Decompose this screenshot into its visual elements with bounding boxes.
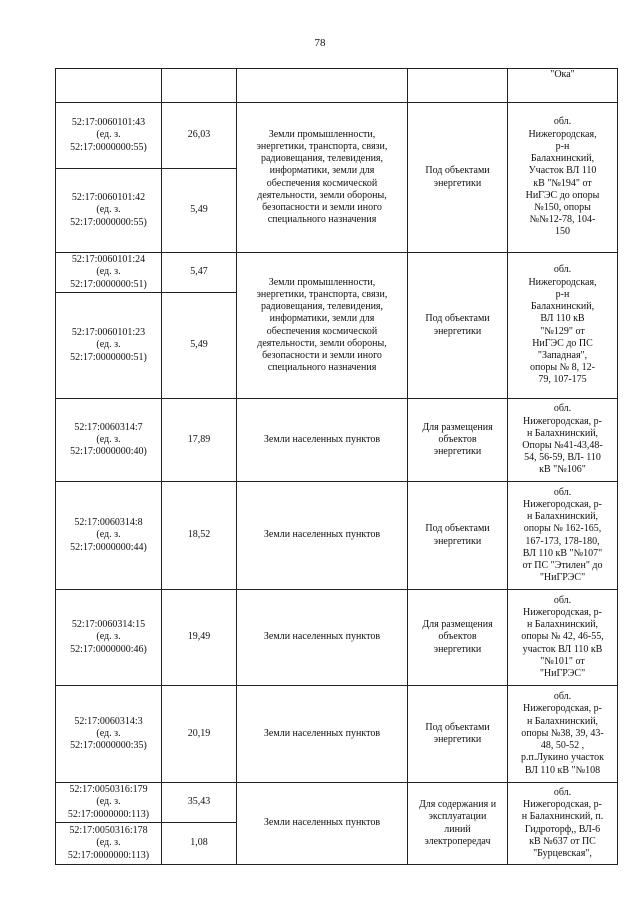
location-cell: обл. Нижегородская, р- н Балахнинский, опоры №38, 39, 43- 48, 50-52 , р.п.Лукино участок ВЛ 110 кВ "№108 <box>508 686 618 783</box>
cadastral-number-cell: 52:17:0060314:7 (ед. з. 52:17:0000000:40) <box>56 399 162 482</box>
area-cell: 20,19 <box>162 686 237 783</box>
location-cell: обл. Нижегородская, р- н Балахнинский, опоры № 162-165, 167-173, 178-180, ВЛ 110 кВ "№107" от ПС "Этилен" до "НиГРЭС" <box>508 482 618 590</box>
table-row <box>56 69 618 103</box>
area-cell: 26,03 <box>162 103 237 169</box>
permitted-use-cell: Под объектами энергетики <box>408 253 508 399</box>
land-category-cell: Земли промышленности, энергетики, транспорта, связи, радиовещания, телевидения, информатики, земли для обеспечения космической деятельности, земли обороны, безопасности и земли иного специального назначения <box>237 253 408 399</box>
location-cell: обл. Нижегородская, р-н Балахнинский, ВЛ 110 кВ "№129" от НиГЭС до ПС "Западная", опоры № 8, 12- 79, 107-175 <box>508 253 618 399</box>
land-category-cell: Земли населенных пунктов <box>237 783 408 865</box>
land-category-cell: Земли населенных пунктов <box>237 686 408 783</box>
cadastral-number-cell: 52:17:0060101:43 (ед. з. 52:17:0000000:55) <box>56 103 162 169</box>
table-row <box>56 590 618 686</box>
page-number: 78 <box>314 37 326 49</box>
permitted-use-cell: Для размещения объектов энергетики <box>408 590 508 686</box>
permitted-use-cell <box>408 69 508 103</box>
land-category-cell: Земли промышленности, энергетики, транспорта, связи, радиовещания, телевидения, информатики, земли для обеспечения космической деятельности, земли обороны, безопасности и земли иного специального назначения <box>237 103 408 253</box>
cadastral-number-cell: 52:17:0050316:178 (ед. з. 52:17:0000000:113) <box>56 823 162 865</box>
cadastral-number-cell: 52:17:0050316:179 (ед. з. 52:17:0000000:113) <box>56 783 162 823</box>
land-category-cell <box>237 69 408 103</box>
area-cell: 18,52 <box>162 482 237 590</box>
permitted-use-cell: Под объектами энергетики <box>408 103 508 253</box>
permitted-use-cell: Для содержания и эксплуатации линий электропередач <box>408 783 508 865</box>
area-cell <box>162 69 237 103</box>
table-row <box>56 783 618 823</box>
location-cell: обл. Нижегородская, р- н Балахнинский, п. Гидроторф,, ВЛ-6 кВ №637 от ПС "Бурцевская", <box>508 783 618 865</box>
permitted-use-cell: Для размещения объектов энергетики <box>408 399 508 482</box>
area-cell: 5,47 <box>162 253 237 293</box>
land-category-cell: Земли населенных пунктов <box>237 399 408 482</box>
area-cell: 1,08 <box>162 823 237 865</box>
area-cell: 5,49 <box>162 293 237 399</box>
land-category-cell: Земли населенных пунктов <box>237 482 408 590</box>
location-cell: обл. Нижегородская, р-н Балахнинский, Участок ВЛ 110 кВ "№194" от НиГЭС до опоры №150, опоры №№12-78, 104- 150 <box>508 103 618 253</box>
cadastral-number-cell: 52:17:0060314:3 (ед. з. 52:17:0000000:35) <box>56 686 162 783</box>
area-cell: 35,43 <box>162 783 237 823</box>
location-cell: обл. Нижегородская, р- н Балахнинский, Опоры №41-43,48- 54, 56-59, ВЛ- 110 кВ "№106" <box>508 399 618 482</box>
area-cell: 5,49 <box>162 169 237 253</box>
area-cell: 19,49 <box>162 590 237 686</box>
area-cell: 17,89 <box>162 399 237 482</box>
location-cell: обл. Нижегородская, р- н Балахнинский, опоры № 42, 46-55, участок ВЛ 110 кВ "№101" от "НиГРЭС" <box>508 590 618 686</box>
cadastral-number-cell: 52:17:0060101:42 (ед. з. 52:17:0000000:55) <box>56 169 162 253</box>
cadastral-number-cell: 52:17:0060314:8 (ед. з. 52:17:0000000:44) <box>56 482 162 590</box>
cadastral-number-cell: 52:17:0060101:24 (ед. з. 52:17:0000000:51) <box>56 253 162 293</box>
permitted-use-cell: Под объектами энергетики <box>408 686 508 783</box>
cadastral-number-cell <box>56 69 162 103</box>
cadastral-number-cell: 52:17:0060314:15 (ед. з. 52:17:0000000:46) <box>56 590 162 686</box>
location-cell: "Ока" <box>508 69 618 103</box>
table-row <box>56 103 618 169</box>
table-row <box>56 399 618 482</box>
land-category-cell: Земли населенных пунктов <box>237 590 408 686</box>
table-row <box>56 482 618 590</box>
table-row <box>56 686 618 783</box>
land-plots-table <box>55 68 618 865</box>
table-row <box>56 253 618 293</box>
cadastral-number-cell: 52:17:0060101:23 (ед. з. 52:17:0000000:51) <box>56 293 162 399</box>
permitted-use-cell: Под объектами энергетики <box>408 482 508 590</box>
